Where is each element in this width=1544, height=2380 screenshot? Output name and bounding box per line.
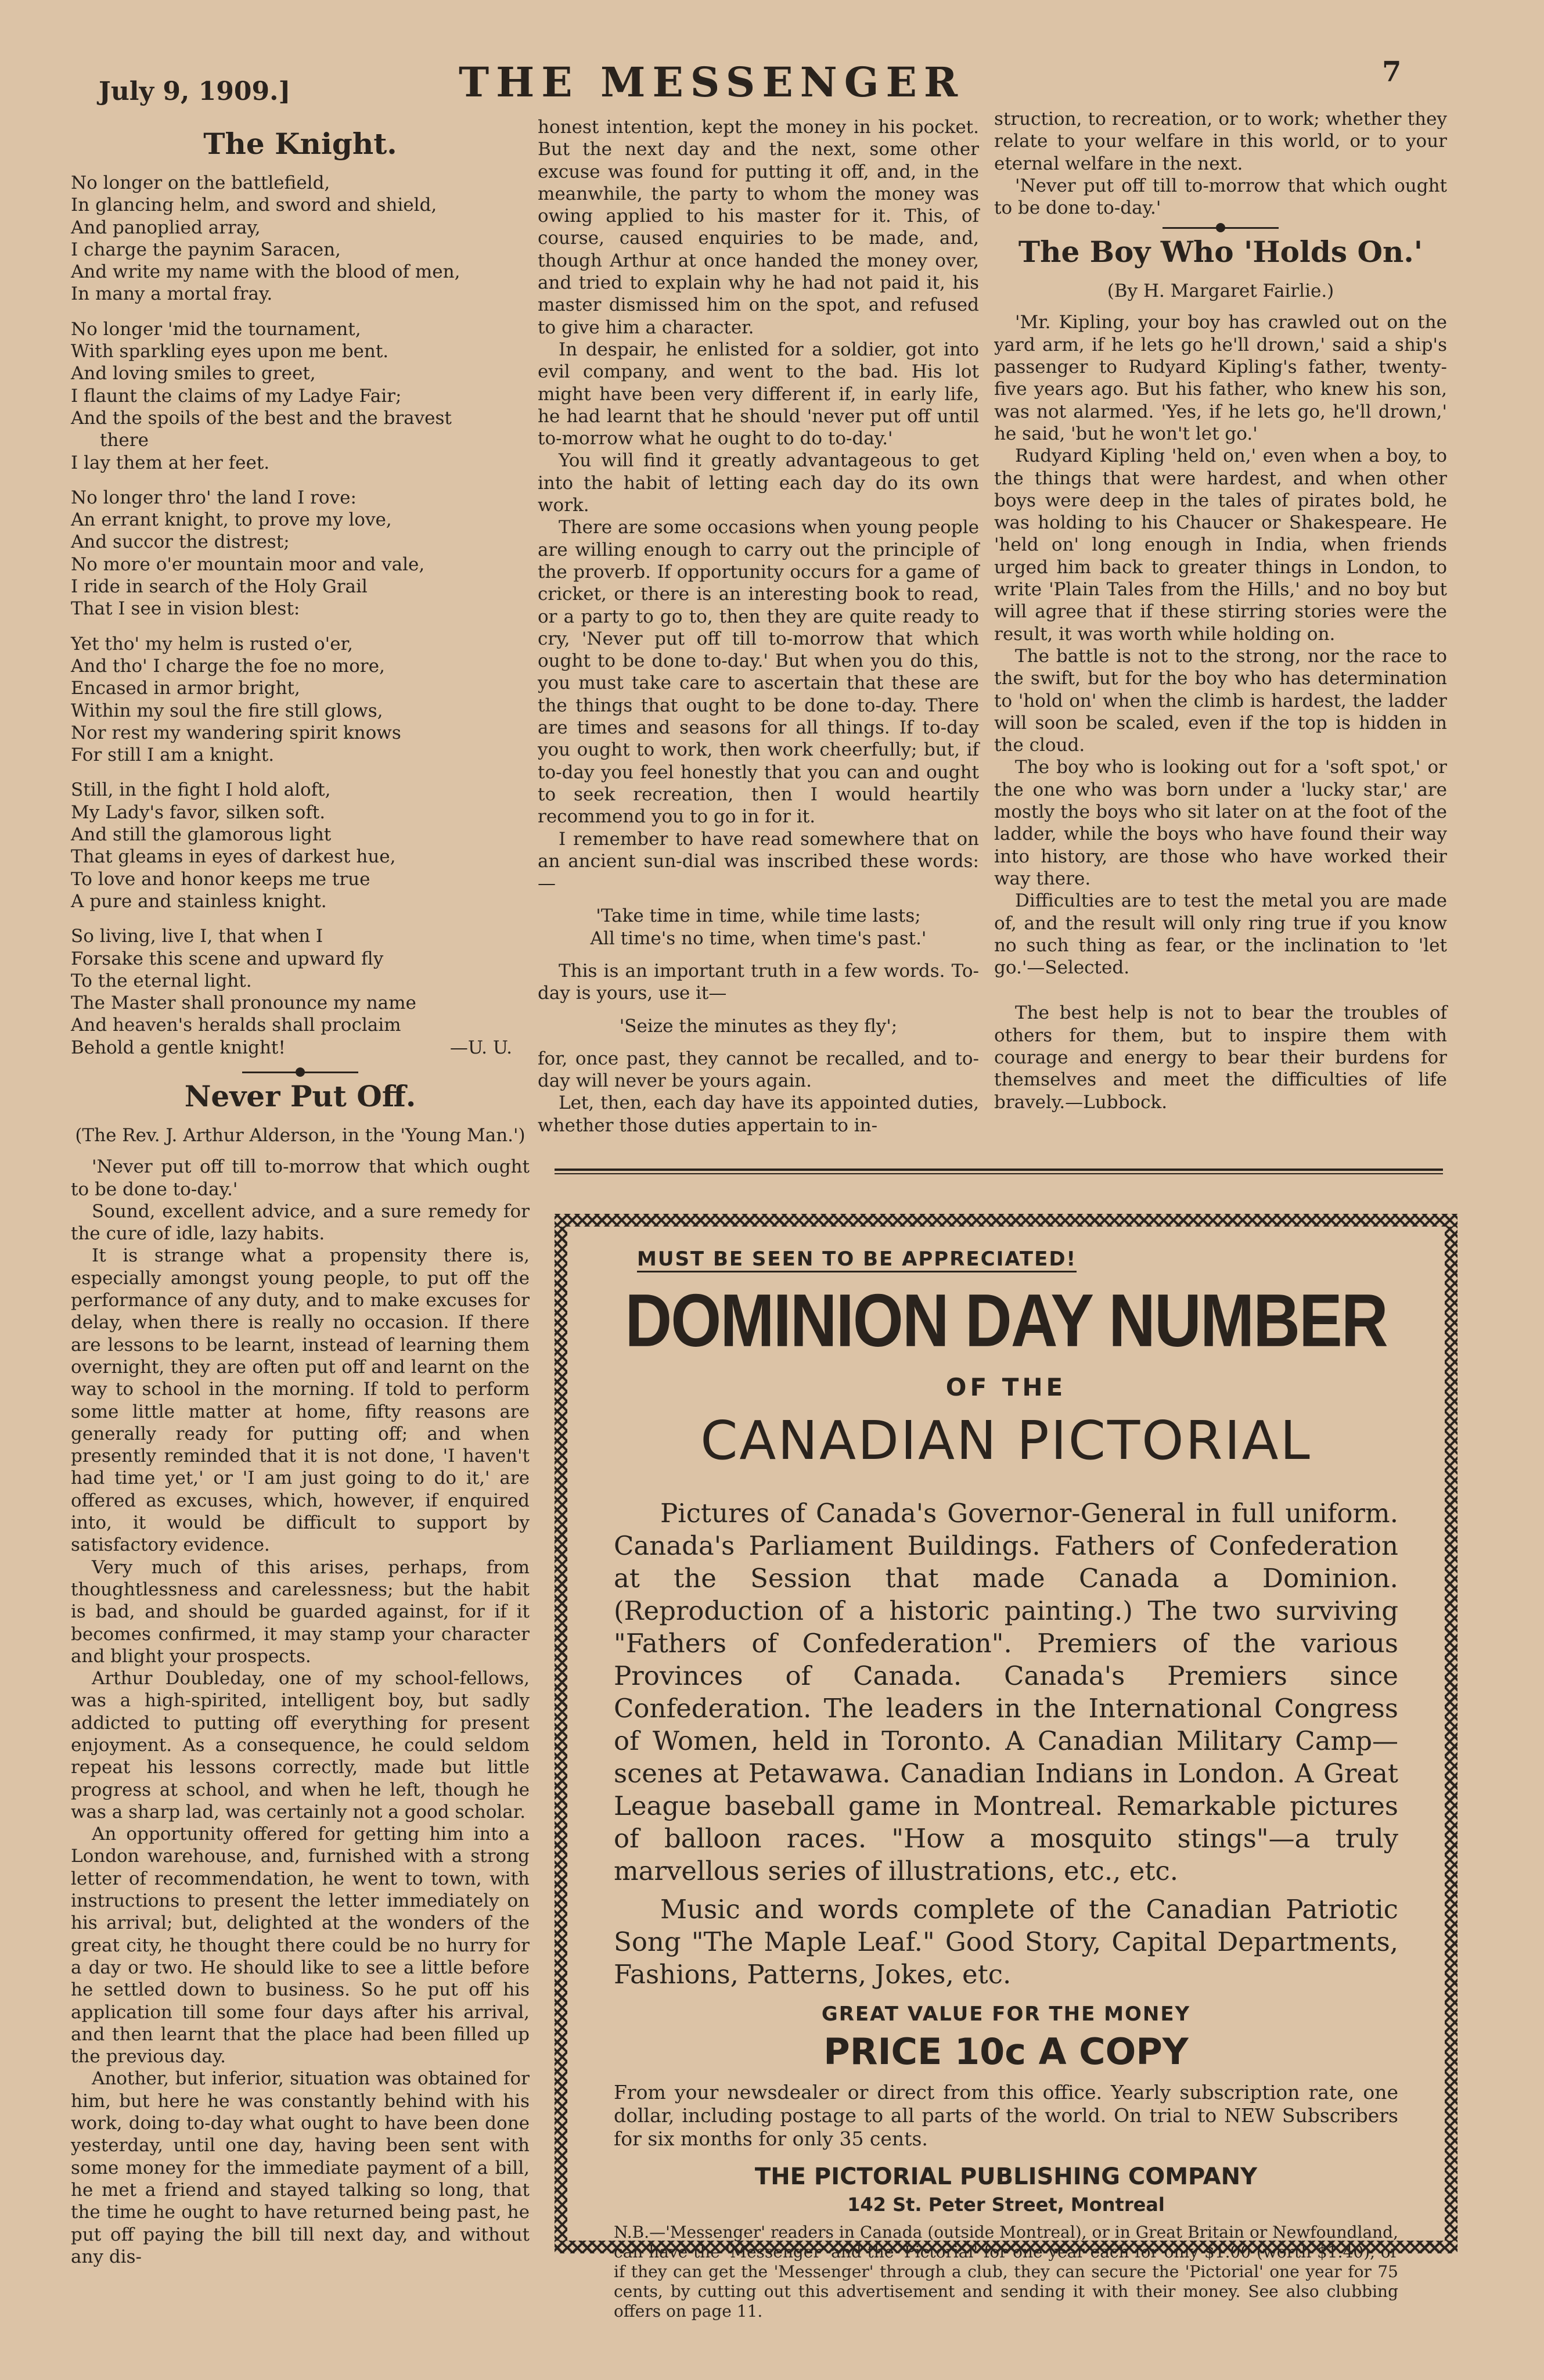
ad-kicker-text: MUST BE SEEN TO BE APPRECIATED! bbox=[637, 1247, 1077, 1272]
article-paragraph: You will find it greatly advantageous to get into the habit of letting each day do its own work. bbox=[538, 450, 979, 516]
article-paragraph: The battle is not to the strong, nor the race to the swift, but for the boy who has determination to 'hold on' when the climb is hardest, the ladder will soon be scaled, even if the top is hidden in the cloud. bbox=[994, 645, 1447, 756]
ad-address: 142 St. Peter Street, Montreal bbox=[847, 2194, 1165, 2216]
poem-line: And still the glamorous light bbox=[71, 824, 332, 846]
poem-line: No longer 'mid the tournament, bbox=[71, 318, 361, 340]
poem-line: No longer on the battlefield, bbox=[71, 172, 330, 193]
never-put-off-title: Never Put Off. bbox=[184, 1079, 416, 1114]
poem-line: No longer thro' the land I rove: bbox=[71, 487, 357, 508]
article-paragraph: This is an important truth in a few words. To-day is yours, use it— bbox=[538, 960, 979, 1004]
poem-line: That gleams in eyes of darkest hue, bbox=[71, 846, 396, 868]
horizontal-rule bbox=[555, 1173, 1443, 1174]
column-2 bbox=[538, 116, 979, 1137]
article-paragraph: Another, but inferior, situation was obtained for him, but here he was constantly behind with his work, doing to-day what ought to have been done yesterday, until one day, having been sent with some money for the immediate payment of a bill, he met a friend and stayed talking so long, that the time he ought to have returned being past, he put off paying the bill till next day, and without any dis- bbox=[71, 2068, 530, 2267]
article-paragraph: for, once past, they cannot be recalled, and to-day will never be yours again. bbox=[538, 1048, 979, 1092]
advertisement-box bbox=[555, 1214, 1457, 2321]
article-paragraph: It is strange what a propensity there is, especially amongst young people, to put off the performance of any duty, and to make excuses for delay, when there is really no occasion. If there are lessons to be learnt, instead of learning them overnight, they are often put off and learnt on the way to school in the morning. If told to perform some little matter at home, fifty reasons are generally ready for putting off; and when presently reminded that it is not done, 'I haven't had time yet,' or 'I am just going to do it,' are offered as excuses, which, however, if enquired into, it would be difficult to support by satisfactory evidence. bbox=[71, 1245, 530, 1556]
poem-line: there bbox=[100, 430, 149, 451]
article-paragraph: Very much of this arises, perhaps, from thoughtlessness and carelessness; but the habit is bad, and should be guarded against, for if it becomes confirmed, it may stamp your character and blight your prospects. bbox=[71, 1556, 530, 1667]
article-paragraph: In despair, he enlisted for a soldier, got into evil company, and went to the bad. His lot might have been very different if, in early life, he had learnt that he should 'never put off until to-morrow what he ought to do to-day.' bbox=[538, 339, 979, 450]
quote-line: 'Take time in time, while time lasts; bbox=[596, 905, 921, 927]
poem-stanza bbox=[71, 633, 530, 767]
horizontal-rule bbox=[555, 1169, 1443, 1171]
ad-company: THE PICTORIAL PUBLISHING COMPANY bbox=[754, 2163, 1258, 2190]
poem-line: And the spoils of the best and the bravest bbox=[71, 407, 452, 429]
poem-line: Within my soul the fire still glows, bbox=[71, 700, 383, 721]
ad-publication: CANADIAN PICTORIAL bbox=[700, 1410, 1312, 1472]
ad-note: N.B.—'Messenger' readers in Canada (outside Montreal), or in Great Britain or Newfoundland, can have the 'Messenger' and the 'Pictorial' for one year each for only $1.00 (worth $1.40), or if they can get the 'Messenger' through a club, they can secure the 'Pictorial' one year for 75 cents, by cutting out this advertisement and sending it with their money. See also clubbing offers on page 11. bbox=[614, 2223, 1398, 2321]
poem-line: No more o'er mountain moor and vale, bbox=[71, 553, 425, 575]
poem-line: In many a mortal fray. bbox=[71, 283, 273, 305]
poem-line: To love and honor keeps me true bbox=[71, 868, 370, 890]
article-paragraph: Arthur Doubleday, one of my school-fellows, was a high-spirited, intelligent boy, but sadly addicted to putting off everything for present enjoyment. As a consequence, he could seldom repeat his lessons correctly, made but little progress at school, and when he left, though he was a sharp lad, was certainly not a good scholar. bbox=[71, 1668, 530, 1822]
article-paragraph: Let, then, each day have its appointed duties, whether those duties appertain to in- bbox=[538, 1092, 979, 1136]
article-paragraph: The boy who is looking out for a 'soft spot,' or the one who was born under a 'lucky star,' are mostly the boys who sit later on at the foot of the ladder, while the boys who have found their way into history, are those who have worked their way there. bbox=[994, 757, 1447, 889]
poem-stanza bbox=[71, 318, 530, 474]
article-paragraph: An opportunity offered for getting him into a London warehouse, and, furnished with a strong letter of recommendation, he went to town, with instructions to present the letter immediately on his arrival; but, delighted at the wonders of the great city, he thought there could be no hurry for a day or two. He should like to see a little before he settled down to business. So he put off his application till some four days after his arrival, and then learnt that the place had been filled up the previous day. bbox=[71, 1824, 530, 2068]
ad-great-value: GREAT VALUE FOR THE MONEY bbox=[821, 2002, 1191, 2026]
poem-line: My Lady's favor, silken soft. bbox=[71, 801, 326, 823]
never-put-off-byline: (The Rev. J. Arthur Alderson, in the 'Young Man.') bbox=[75, 1125, 526, 1146]
knight-title: The Knight. bbox=[203, 127, 397, 161]
lubbock-quote: The best help is not to bear the troubles of others for them, but to inspire them with courage and energy to bear their burdens for themselves and meet the difficulties of life bravely.—Lubbock. bbox=[994, 1002, 1447, 1113]
quote-line: All time's no time, when time's past.' bbox=[590, 927, 927, 949]
poem-line: I ride in search of the Holy Grail bbox=[71, 576, 368, 598]
poem-line: Behold a gentle knight! bbox=[71, 1037, 286, 1058]
article-paragraph: Difficulties are to test the metal you are made of, and the result will only ring true if you know no such thing as fear, or the inclination to 'let go.'—Selected. bbox=[994, 890, 1447, 979]
poem-stanza bbox=[71, 779, 530, 912]
seize-quote: 'Seize the minutes as they fly'; bbox=[619, 1015, 898, 1037]
poem-line: To the eternal light. bbox=[71, 970, 252, 991]
poem-line: And write my name with the blood of men, bbox=[71, 261, 460, 283]
article-paragraph: struction, to recreation, or to work; whether they relate to your welfare in this world, or to your eternal welfare in the next. bbox=[994, 109, 1447, 174]
section-divider bbox=[242, 1072, 358, 1073]
poem-line: I flaunt the claims of my Ladye Fair; bbox=[71, 385, 402, 407]
article-paragraph: 'Never put off till to-morrow that which ought to be done to-day.' bbox=[71, 1156, 530, 1200]
article-paragraph: I remember to have read somewhere that on an ancient sun-dial was inscribed these words:— bbox=[538, 828, 979, 894]
ad-body-2: Music and words complete of the Canadian Patriotic Song "The Maple Leaf." Good Story, Capital Departments, Fashions, Patterns, Jokes, etc. bbox=[614, 1894, 1398, 1990]
poem-signature: —U. U. bbox=[449, 1037, 512, 1058]
article-paragraph: 'Never put off till to-morrow that which ought to be done to-day.' bbox=[994, 175, 1447, 219]
column-1 bbox=[71, 122, 530, 2268]
article-paragraph: honest intention, kept the money in his pocket. But the next day and the next, some other excuse was found for putting it off, and, in the meanwhile, the party to whom the money was owing applied to his master for it. This, of course, caused enquiries to be made, and, though Arthur at once handed the money over, and tried to explain why he had not paid it, his master dismissed him on the spot, and refused to give him a character. bbox=[538, 117, 979, 338]
ad-kicker bbox=[637, 1247, 1398, 1271]
article-paragraph: There are some occasions when young people are willing enough to carry out the principle of the proverb. If opportunity occurs for a game of cricket, or there is an interesting book to read, or a party to go to, then they are quite ready to cry, 'Never put off till to-morrow that which ought to be done to-day.' But when you do this, you must take care to ascertain that these are the things that ought to be done to-day. There are times and seasons for all things. If to-day you ought to work, then work cheerfully; but, if to-day you feel honestly that you can and ought to seek recreation, then I would heartily recommend you to go in for it. bbox=[538, 517, 979, 828]
poem-line: And panoplied array, bbox=[71, 217, 261, 238]
issue-date: July 9, 1909.] bbox=[99, 77, 291, 106]
poem-line: With sparkling eyes upon me bent. bbox=[71, 341, 389, 362]
ad-of-the: OF THE bbox=[945, 1373, 1067, 1401]
advertisement-content bbox=[567, 1227, 1445, 2321]
poem-line: For still I am a knight. bbox=[71, 745, 275, 766]
boy-holds-on-title: The Boy Who 'Holds On.' bbox=[1018, 235, 1423, 269]
poem-stanza bbox=[71, 925, 530, 1059]
page-number: 7 bbox=[1382, 56, 1402, 88]
poem-line: In glancing helm, and sword and shield, bbox=[71, 195, 437, 216]
sundial-quote bbox=[538, 905, 979, 950]
column-3 bbox=[994, 108, 1447, 1113]
poem-line: So living, live I, that when I bbox=[71, 926, 323, 947]
poem-line: Encased in armor bright, bbox=[71, 678, 300, 699]
section-divider bbox=[1163, 227, 1279, 229]
poem-line: Yet tho' my helm is rusted o'er, bbox=[71, 633, 353, 655]
knight-poem bbox=[71, 172, 530, 1059]
article-paragraph: Sound, excellent advice, and a sure remedy for the cure of idle, lazy habits. bbox=[71, 1200, 530, 1245]
poem-line: That I see in vision blest: bbox=[71, 598, 300, 620]
poem-line: I charge the paynim Saracen, bbox=[71, 239, 341, 260]
poem-line: I lay them at her feet. bbox=[71, 452, 270, 473]
ad-subscription: From your newsdealer or direct from this office. Yearly subscription rate, one dollar, including postage to all parts of the world. On trial to NEW Subscribers for six months for only 35 cents. bbox=[614, 2081, 1398, 2150]
article-paragraph: 'Mr. Kipling, your boy has crawled out on the yard arm, if he lets go he'll drown,' said a ship's passenger to Rudyard Kipling's father, twenty-five years ago. But his father, who knew his son, was not alarmed. 'Yes, if he lets go, he'll drown,' he said, 'but he won't let go.' bbox=[994, 312, 1447, 444]
poem-line: Nor rest my wandering spirit knows bbox=[71, 722, 401, 743]
poem-line: And heaven's heralds shall proclaim bbox=[71, 1015, 401, 1036]
poem-stanza bbox=[71, 487, 530, 620]
poem-line: And loving smiles to greet, bbox=[71, 363, 316, 384]
ad-price: PRICE 10c A COPY bbox=[823, 2030, 1189, 2073]
poem-line: And succor the distrest; bbox=[71, 531, 290, 553]
poem-stanza bbox=[71, 172, 530, 305]
poem-line: The Master shall pronounce my name bbox=[71, 993, 416, 1014]
ad-headline: DOMINION DAY NUMBER bbox=[625, 1278, 1387, 1362]
ad-body: Pictures of Canada's Governor-General in full uniform. Canada's Parliament Buildings. Fathers of Confederation at the Session that made Canada a Dominion. (Reproduction of a historic painting.) The two surviving "Fathers of Confederation". Premiers of the various Provinces of Canada. Canada's Premiers since Confederation. The leaders in the International Congress of Women, held in Toronto. A Canadian Military Camp—scenes at Petawawa. Canadian Indians in London. A Great League baseball game in Montreal. Remarkable pictures of balloon races. "How a mosquito stings"—a truly marvellous series of illustrations, etc., etc. bbox=[614, 1498, 1398, 1886]
masthead-title: THE MESSENGER bbox=[459, 58, 965, 106]
poem-line: And tho' I charge the foe no more, bbox=[71, 655, 385, 677]
boy-holds-on-byline: (By H. Margaret Fairlie.) bbox=[1107, 281, 1334, 302]
poem-line: Still, in the fight I hold aloft, bbox=[71, 779, 331, 801]
poem-line: A pure and stainless knight. bbox=[71, 890, 327, 912]
article-paragraph: Rudyard Kipling 'held on,' even when a boy, to the things that were hardest, and when other boys were deep in the tales of pirates bold, he was holding to his Chaucer or Shakespeare. He 'held on' long enough in India, when friends urged him back to greater things in London, to write 'Plain Tales from the Hills,' and no boy but will agree that if these stirring stories were the result, it was worth while holding on. bbox=[994, 445, 1447, 645]
poem-line: Forsake this scene and upward fly bbox=[71, 948, 384, 969]
poem-line: An errant knight, to prove my love, bbox=[71, 509, 392, 531]
spacer bbox=[994, 979, 1447, 1002]
